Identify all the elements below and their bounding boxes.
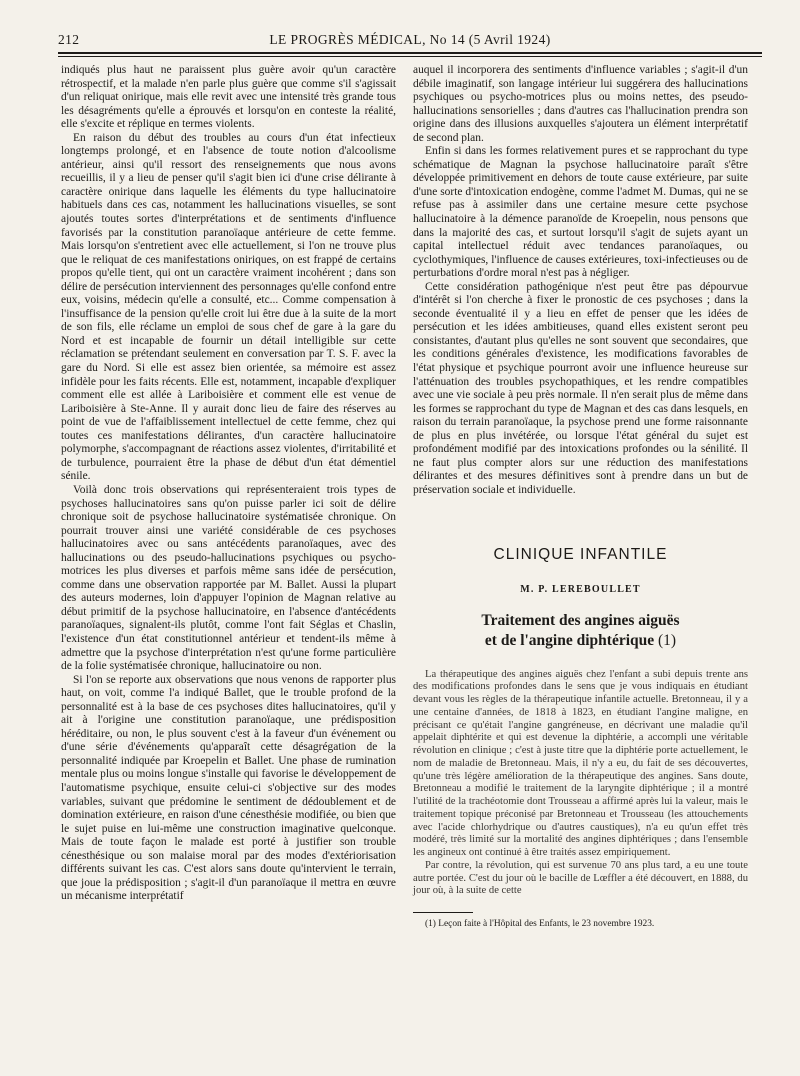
- section-title: CLINIQUE INFANTILE: [493, 545, 668, 563]
- article-body: [413, 669, 748, 899]
- article-author: M. P. LEREBOULLET: [520, 584, 641, 596]
- article-title: [413, 611, 748, 651]
- footnote-rule: [413, 912, 473, 913]
- paragraph: Si l'on se reporte aux observations que nous venons de rapporter plus haut, on voit, comme l'a indiqué Ballet, que le trouble profond de la personnalité est à la base de ces psychoses dites hallucinatoires, qu'il y ait à l'origine une constitution paranoïaque, une prédisposition héréditaire, ou non, le plus souvent c'est à la faveur d'un événement ou d'une série d'événements qu'apparaît cette désagrégation de la personnalité indiquée par Kroepelin et Ballet. Une phase de rumination mentale plus ou moins longue s'installe qui favorise le développement de l'automatisme psychique, ensuite celui-ci s'objective sur des modes variables, suivant que prédomine le sentiment de dédoublement et de domination extérieure, en raison d'une cénesthésie modifiée, ou bien que le sujet puise en lui-même une construction imaginative quelconque. Mais de toute façon le malade est porté à justifier son trouble cénesthésique ou son malaise moral par des modes d'extériorisation différents suivant les cas. C'est alors sans doute qu'intervient le terrain, que joue la prédisposition ; s'agit-il d'un paranoïaque il mettra en œuvre un mécanisme interprétatif: [61, 673, 396, 903]
- paragraph: Cette considération pathogénique n'est peut être pas dépourvue d'intérêt si l'on cherche à fixer le pronostic de ces psychoses ; dans la seconde éventualité il y a lieu en effet de penser que les idées de persécution et les idées ambitieuses, quand elles existent seront peu consistantes, d'autant plus qu'elles ne sont souvent que secondaires, que les conditions générales d'existence, les modifications favorables de l'état physique et psychique pourront avoir une influence heureuse sur l'atténuation des troubles psychopathiques, et les rendre compatibles avec une vie sociale à peu près normale. Il n'en serait plus de même dans les formes se rapprochant du type de Magnan et des cas dans lesquels, en raison du terrain paranoïaque, la psychose prend une forme raisonnante de plus en plus invétérée, ou lorsque l'état général du sujet est profondément modifié par des intoxications profondes ou la sénilité. Il ne faut plus compter alors sur une réduction des manifestations délirantes et des mesures définitives sont à prendre dans un but de préservation sociale et individuelle.: [413, 280, 748, 496]
- footnote: (1) Leçon faite à l'Hôpital des Enfants, le 23 novembre 1923.: [425, 919, 655, 930]
- right-column: [413, 64, 748, 930]
- paragraph: indiqués plus haut ne paraissent plus guère avoir qu'un caractère rétrospectif, et la malade n'en parle plus guère que comme s'il s'agissait d'un reliquat onirique, mais elle revit avec une intensité très grande tous les désagréments qu'elle a éprouvés et lorsqu'on en conteste la réalité, elle s'excite et réplique en termes violents.: [61, 64, 396, 131]
- paragraph: Enfin si dans les formes relativement pures et se rapprochant du type schématique de Magnan la psychose hallucinatoire paraît s'être développée primitivement en dehors de toute cause extérieure, par suite d'une sorte d'intoxication endogène, comme l'admet M. Dumas, qui ne se refuse pas à assimiler dans une certaine mesure cette psychose hallucinatoire à la démence paranoïde de Kroepelin, nous pensons que dans la majorité des cas, et surtout lorsqu'il s'agit de sujets ayant un capital intellectuel réduit avec tendances paranoïaques, ou cyclothymiques, l'influence de causes extérieures, toxi-infectieuses ou de perturbations d'ordre moral n'est pas à négliger.: [413, 145, 748, 280]
- page-header: [58, 30, 762, 54]
- paragraph: Par contre, la révolution, qui est survenue 70 ans plus tard, a eu une toute autre portée. C'est du jour où le bacille de Lœffler a été découvert, en 1888, du jour où, à la suite de cette: [413, 859, 748, 897]
- running-title: LE PROGRÈS MÉDICAL, No 14 (5 Avril 1924): [269, 32, 551, 47]
- left-column: [61, 64, 396, 904]
- article-title-line1: Traitement des angines aiguës: [481, 611, 680, 629]
- page-number: 212: [58, 32, 80, 47]
- paragraph: La thérapeutique des angines aiguës chez l'enfant a subi depuis trente ans des modifications profondes dans le sens que je vous indiquais en étudiant devant vous les règles de la thérapeutique infantile actuelle. Bretonneau, il y a une centaine d'années, de 1818 à 1823, en étudiant l'angine maligne, en précisant ce qu'était l'angine gangréneuse, en décrivant une maladie qu'il appelait diphtérite et qui est devenue la diphtérie, a accompli une véritable révolution en clinique ; c'est à juste titre que la diphtérie porte actuellement, le nom de maladie de Bretonneau. Mais, il n'y a eu, du fait de ses découvertes, qu'une très légère amélioration de la thérapeutique des angines. Sans doute, Bretonneau a modifié le traitement de la laryngite diphtérique ; il a montré l'utilité de la trachéotomie dont Trousseau a affirmé après lui la valeur, mais le traitement topique préconisé par Bretonneau et Trousseau (les attouchements avec l'acide chlorhydrique ou d'autres caustiques), n'a eu qu'un effet très modéré, très limité sur la mortalité des angines diphtériques ; dans l'ensemble les angineux ont continué à être traités assez empiriquement.: [413, 668, 748, 859]
- article-title-line2: et de l'angine diphtérique: [484, 631, 655, 649]
- paragraph: Voilà donc trois observations qui représenteraient trois types de psychoses hallucinatoires sans qu'on puisse parler ici soit de délire chronique soit de psychose hallucinatoire systématisée chronique. On pourrait trouver ainsi une variété considérable de ces psychoses hallucinatoires avec ou sans antécédents paranoïaques, avec des hallucinations ou des pseudo-hallucinations psychiques ou psycho-motrices les plus diverses et parfois même sans idée de persécution, comme dans une observation rapportée par M. Ballet. Aussi la plupart des auteurs modernes, loin d'appuyer l'opinion de Magnan relative au début primitif de la psychose hallucinatoire, en l'absence d'antécédents paranoïaques, signalent-ils plutôt, comme l'ont fait Séglas et Chaslin, l'existence d'un état constitutionnel antérieur et tendent-ils même à admettre que la psychose d'interprétation n'est qu'une forme particulière de la folie systématisée chronique, hallucinatoire ou non.: [61, 483, 396, 673]
- header-rule-thin: [58, 56, 762, 57]
- header-rule-thick: [58, 52, 762, 54]
- paragraph: auquel il incorporera des sentiments d'influence variables ; s'agit-il d'un débile imaginatif, son langage intérieur lui suggérera des hallucinations psychiques ou psycho-motrices plus ou moins nettes, des pseudo-hallucinations sensorielles ; dans d'autres cas l'hallucination prendra son origine dans des illusions auxquelles s'ajoutera un élément interprétatif de second plan.: [413, 64, 748, 144]
- paragraph: En raison du début des troubles au cours d'un état infectieux longtemps prolongé, et en l'absence de toute notion d'alcoolisme antérieur, ainsi qu'il ressort des renseignements que nous avons recueillis, il y a lieu de penser qu'il s'agit bien ici d'une crise délirante à caractère onirique dans laquelle les éléments du type hallucinatoire habituels dans ces cas, notamment les hallucinations visuelles, se sont ajoutés toutes sortes d'interprétations et de sentiments d'influence favorisés par la constitution paranoïaque antérieure de cette femme. Mais lorsqu'on s'entretient avec elle actuellement, si l'on ne trouve plus que le reliquat de ces manifestations oniriques, on est frappé de certains propos qu'elle tient, qui ont un caractère vraiment incohérent ; dans son délire de persécution interviennent des personnages qu'elle confond entre eux, voisins, médecin qu'elle a consulté, etc... Comme compensation à l'insuffisance de la pension qu'elle croit lui être due à la suite de la mort de son fils, elle réclame un emploi de sous chef de gare à la gare du Nord et est incapable de fournir un détail intelligible sur cette réclamation se prétendant seulement en conversation par T. S. F. avec la gare du Nord. Si elle est assez bien orientée, sa mémoire est assez infidèle pour les faits récents. Elle est, notamment, incapable d'expliquer comment elle est allée à Lariboisière et comment elle est venue de Lariboisière à Ste-Anne. Il y aurait donc lieu de faire des réserves au point de vue de l'affaiblissement intellectuel de cette femme, chez qui toutes ces manifestations délirantes, d'un caractère hallucinatoire polymorphe, s'accompagnant de réactions assez violentes, d'irritabilité et de turbulence, pourraient être la phase de début d'un état démentiel sénile.: [61, 131, 396, 483]
- footnote-marker: (1): [658, 631, 677, 649]
